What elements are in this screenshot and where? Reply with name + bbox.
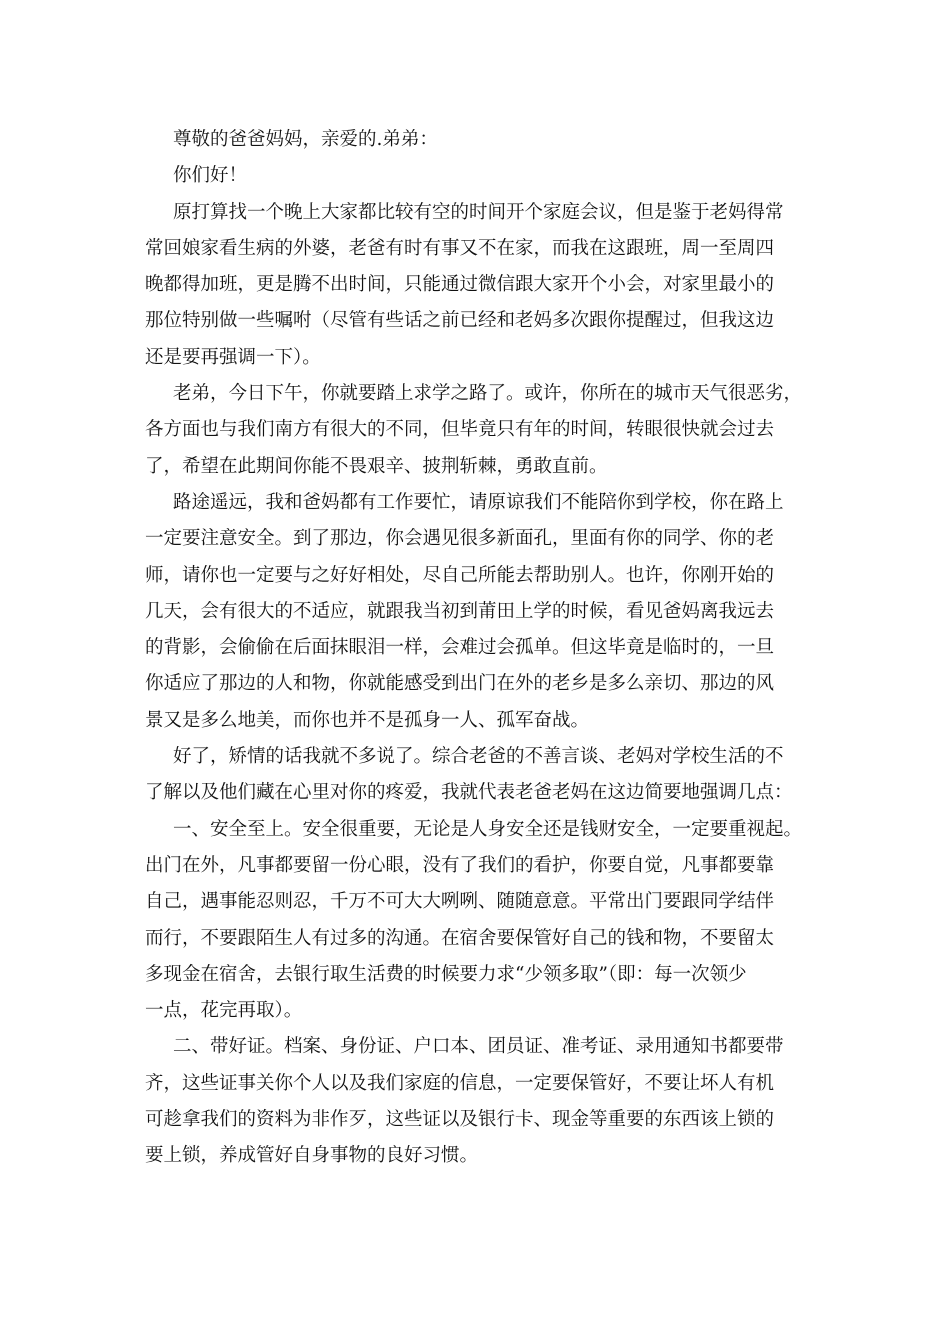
text-line: 好了，矫情的话我就不多说了。综合老爸的不善言谈、老妈对学校生活的不: [173, 746, 784, 768]
text-line: 还是要再强调一下）。: [145, 346, 321, 368]
text-line: 自己，遇事能忍则忍，千万不可大大咧咧、随随意意。平常出门要跟同学结伴: [145, 891, 775, 913]
text-line: 你适应了那边的人和物，你就能感受到出门在外的老乡是多么亲切、那边的风: [145, 673, 775, 695]
text-line: 可趁拿我们的资料为非作歹，这些证以及银行卡、现金等重要的东西该上锁的: [145, 1109, 775, 1131]
text-line: 要上锁，养成管好自身事物的良好习惯。: [145, 1145, 479, 1167]
text-line: 景又是多么地美，而你也并不是孤身一人、孤军奋战。: [145, 709, 590, 731]
text-line: 晚都得加班，更是腾不出时间，只能通过微信跟大家开个小会，对家里最小的: [145, 274, 775, 296]
text-line: 出门在外，凡事都要留一份心眼，没有了我们的看护，你要自觉，凡事都要靠: [145, 854, 775, 876]
text-line: 各方面也与我们南方有很大的不同，但毕竟只有年的时间，转眼很快就会过去: [145, 419, 775, 441]
text-line: 一定要注意安全。到了那边，你会遇见很多新面孔，里面有你的同学、你的老: [145, 528, 775, 550]
text-line: 师，请你也一定要与之好好相处，尽自己所能去帮助别人。也许，你刚开始的: [145, 564, 775, 586]
text-line: 一、安全至上。安全很重要，无论是人身安全还是钱财安全，一定要重视起。: [173, 818, 803, 840]
text-line: 了解以及他们藏在心里对你的疼爱，我就代表老爸老妈在这边简要地强调几点：: [145, 782, 793, 804]
text-line: 二、带好证。档案、身份证、户口本、团员证、准考证、录用通知书都要带: [173, 1036, 784, 1058]
letter-body: [145, 122, 835, 1175]
text-line: 那位特别做一些嘱咐（尽管有些话之前已经和老妈多次跟你提醒过，但我这边: [145, 310, 775, 332]
text-line: 尊敬的爸爸妈妈，亲爱的.弟弟：: [173, 129, 438, 150]
text-line: 几天，会有很大的不适应，就跟我当初到莆田上学的时候，看见爸妈离我远去: [145, 600, 775, 622]
text-line: 多现金在宿舍，去银行取生活费的时候要力求“少领多取”（即：每一次领少: [145, 963, 747, 985]
text-line: 了，希望在此期间你能不畏艰辛、披荆斩棘，勇敢直前。: [145, 455, 608, 477]
text-line: 的背影，会偷偷在后面抹眼泪一样，会难过会孤单。但这毕竟是临时的，一旦: [145, 637, 775, 659]
text-line: 齐，这些证事关你个人以及我们家庭的信息，一定要保管好，不要让坏人有机: [145, 1072, 775, 1094]
text-line: 一点，花完再取）。: [145, 1000, 303, 1022]
text-line: 常回娘家看生病的外婆，老爸有时有事又不在家，而我在这跟班，周一至周四: [145, 237, 775, 259]
text-line: 老弟，今日下午，你就要踏上求学之路了。或许，你所在的城市天气很恶劣，: [173, 383, 803, 405]
text-line: 你们好！: [173, 165, 248, 187]
text-line: 路途遥远，我和爸妈都有工作要忙，请原谅我们不能陪你到学校，你在路上: [173, 491, 784, 513]
text-line: 而行，不要跟陌生人有过多的沟通。在宿舍要保管好自己的钱和物，不要留太: [145, 927, 775, 949]
text-line: 原打算找一个晚上大家都比较有空的时间开个家庭会议，但是鉴于老妈得常: [173, 201, 784, 223]
